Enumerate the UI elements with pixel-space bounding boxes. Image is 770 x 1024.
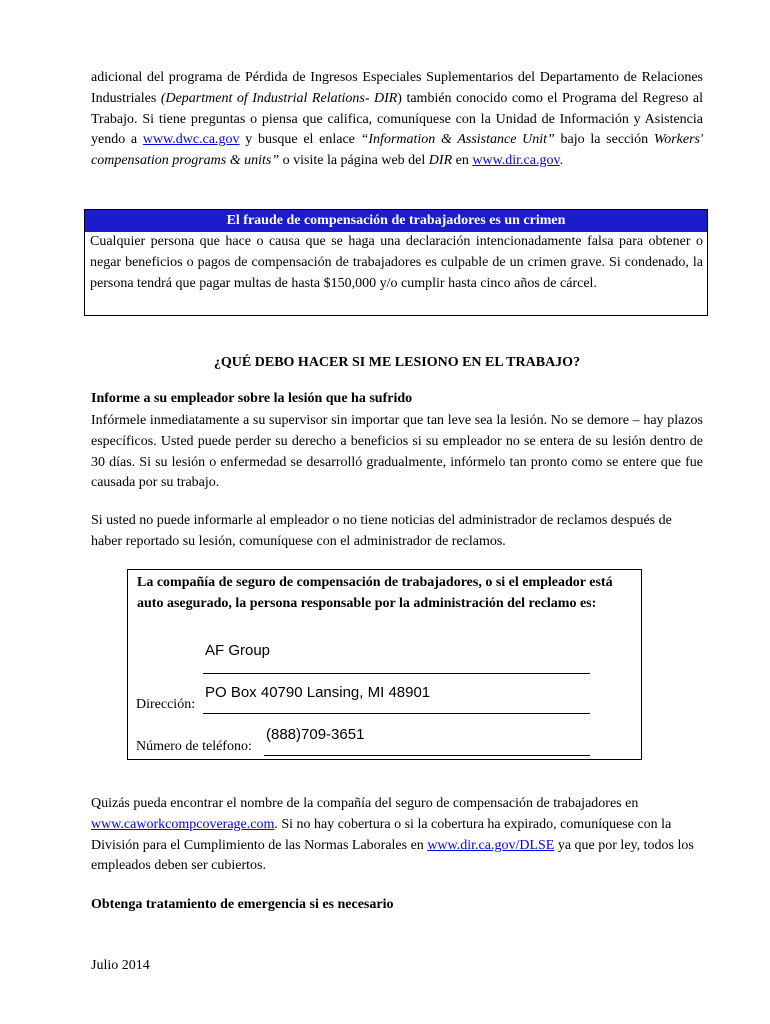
- intro-text: y busque el enlace: [239, 132, 361, 148]
- phone-line: [264, 755, 590, 756]
- report-paragraph: Infórmele inmediatamente a su supervisor sin importar que tan leve sea la lesión. No se demore – hay plazos específicos. Usted puede perder su derecho a beneficios si su empleador no se entera de su lesión dentro de 30 días. Si su lesión o enfermedad se desarrolló gradualmente, infórmelo tan pronto como se entere que fue causada por su trabajo.: [91, 413, 703, 491]
- company-name-value: AF Group: [205, 642, 271, 659]
- dwc-link[interactable]: www.dwc.ca.gov: [142, 132, 240, 148]
- dlse-link[interactable]: www.dir.ca.gov/DLSE: [427, 837, 555, 853]
- intro-italic-dir: (Department of Industrial Relations- DIR: [160, 90, 398, 106]
- fraud-notice-box: [84, 209, 708, 316]
- intro-paragraph: [91, 68, 703, 172]
- caworkcompcoverage-link[interactable]: www.caworkcompcoverage.com: [91, 816, 275, 832]
- footer-date: Julio 2014: [91, 958, 150, 973]
- address-label: Dirección:: [136, 697, 196, 712]
- intro-italic-link-name: “Information & Assistance Unit”: [360, 132, 555, 148]
- dir-link[interactable]: www.dir.ca.gov: [472, 153, 560, 169]
- intro-text: ) también conocido como el Programa del Regreso al Trabajo. Si tiene preguntas o piensa que califica, comuníquese con la Unidad de Información y Asistencia yendo a: [91, 90, 703, 148]
- insurer-info-paragraph: [91, 794, 703, 877]
- intro-text: bajo la sección: [554, 132, 654, 148]
- address-value: PO Box 40790 Lansing, MI 48901: [205, 684, 431, 701]
- section-heading: ¿QUÉ DEBO HACER SI ME LESIONO EN EL TRABAJO?: [213, 355, 581, 370]
- intro-italic-section: Workers' compensation programs & units”: [91, 132, 704, 169]
- company-name-line: [203, 673, 590, 674]
- fraud-notice-body: Cualquier persona que hace o causa que se haga una declaración intencionadamente falsa para obtener o negar beneficios o pagos de compensación de trabajadores es culpable de un crimen grave. Si condenado, la persona tendrá que pagar multas de hasta $150,000 y/o cumplir hasta cinco años de cárcel.: [90, 234, 703, 291]
- intro-text: o visite la página web del: [279, 153, 429, 169]
- fraud-notice-title: El fraude de compensación de trabajadores es un crimen: [85, 210, 707, 232]
- intro-text: adicional del programa de Pérdida de Ingresos Especiales Suplementarios del Departamento de Relaciones Industriales: [91, 70, 703, 106]
- intro-text: .: [559, 153, 564, 169]
- insurer-info-text: ya que por ley, todos los empleados deben ser cubiertos.: [91, 837, 694, 874]
- claims-box-title: La compañía de seguro de compensación de trabajadores, o si el empleador está auto asegurado, la persona responsable por la administración del reclamo es:: [137, 575, 613, 611]
- address-line: [203, 713, 590, 714]
- contact-administrator-paragraph: Si usted no puede informarle al empleador o no tiene noticias del administrador de reclamos después de haber reportado su lesión, comuníquese con el administrador de reclamos.: [91, 513, 672, 549]
- emergency-subheading: Obtenga tratamiento de emergencia si es necesario: [91, 897, 394, 912]
- phone-label: Número de teléfono:: [136, 739, 252, 754]
- insurer-info-text: Quizás pueda encontrar el nombre de la compañía del seguro de compensación de trabajadores en: [91, 796, 639, 811]
- insurer-info-text: . Si no hay cobertura o si la cobertura ha expirado, comuníquese con la División para el Cumplimiento de las Normas Laborales en: [91, 816, 672, 853]
- intro-italic-dir-abbr: DIR: [428, 153, 453, 169]
- claims-administrator-box: [127, 569, 642, 760]
- report-subheading: Informe a su empleador sobre la lesión que ha sufrido: [91, 391, 413, 406]
- intro-text: en: [452, 153, 473, 169]
- phone-value: (888)709-3651: [266, 726, 365, 743]
